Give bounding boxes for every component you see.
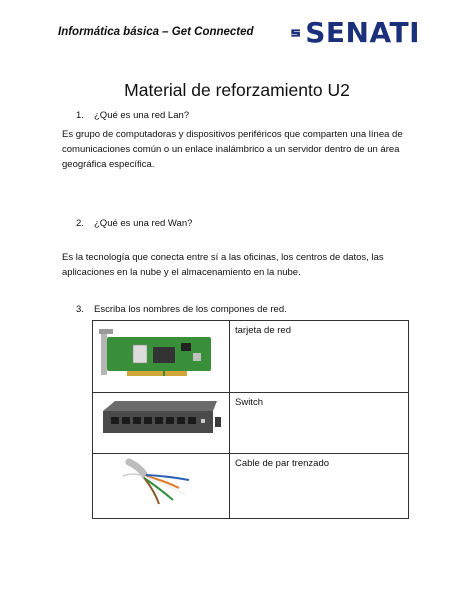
- question-number: 1.: [76, 110, 84, 121]
- senati-logo: [290, 12, 420, 54]
- logo-text: SENATI: [305, 16, 420, 49]
- question-1: [76, 110, 189, 121]
- answer-1: Es grupo de computadoras y dispositivos periféricos que comparten una línea de comunicaciones común o un enlace inalámbrico a un servidor dentro de un área geográfica específica.: [62, 129, 403, 170]
- question-text: Escriba los nombres de los compones de red.: [94, 304, 287, 315]
- components-table: [92, 320, 409, 519]
- senati-logo-icon: [290, 16, 301, 50]
- switch-image: [93, 393, 230, 454]
- answer-2: Es la tecnología que conecta entre sí a las oficinas, los centros de datos, las aplicaciones en la nube y el almacenamiento en la nube.: [62, 252, 384, 278]
- question-text: ¿Qué es una red Lan?: [94, 110, 190, 121]
- question-number: 3.: [76, 304, 84, 315]
- table-row: [93, 321, 409, 393]
- question-number: 2.: [76, 218, 84, 229]
- twisted-pair-cable-image: [93, 454, 230, 519]
- component-label: tarjeta de red: [230, 321, 409, 393]
- course-header: Informática básica – Get Connected: [58, 26, 254, 38]
- question-text: ¿Qué es una red Wan?: [94, 218, 193, 229]
- table-row: [93, 393, 409, 454]
- table-row: [93, 454, 409, 519]
- page-title: Material de reforzamiento U2: [124, 80, 350, 100]
- component-label: Cable de par trenzado: [230, 454, 409, 519]
- component-label: Switch: [230, 393, 409, 454]
- network-card-image: [93, 321, 230, 393]
- question-3: [76, 304, 287, 315]
- question-2: [76, 218, 192, 229]
